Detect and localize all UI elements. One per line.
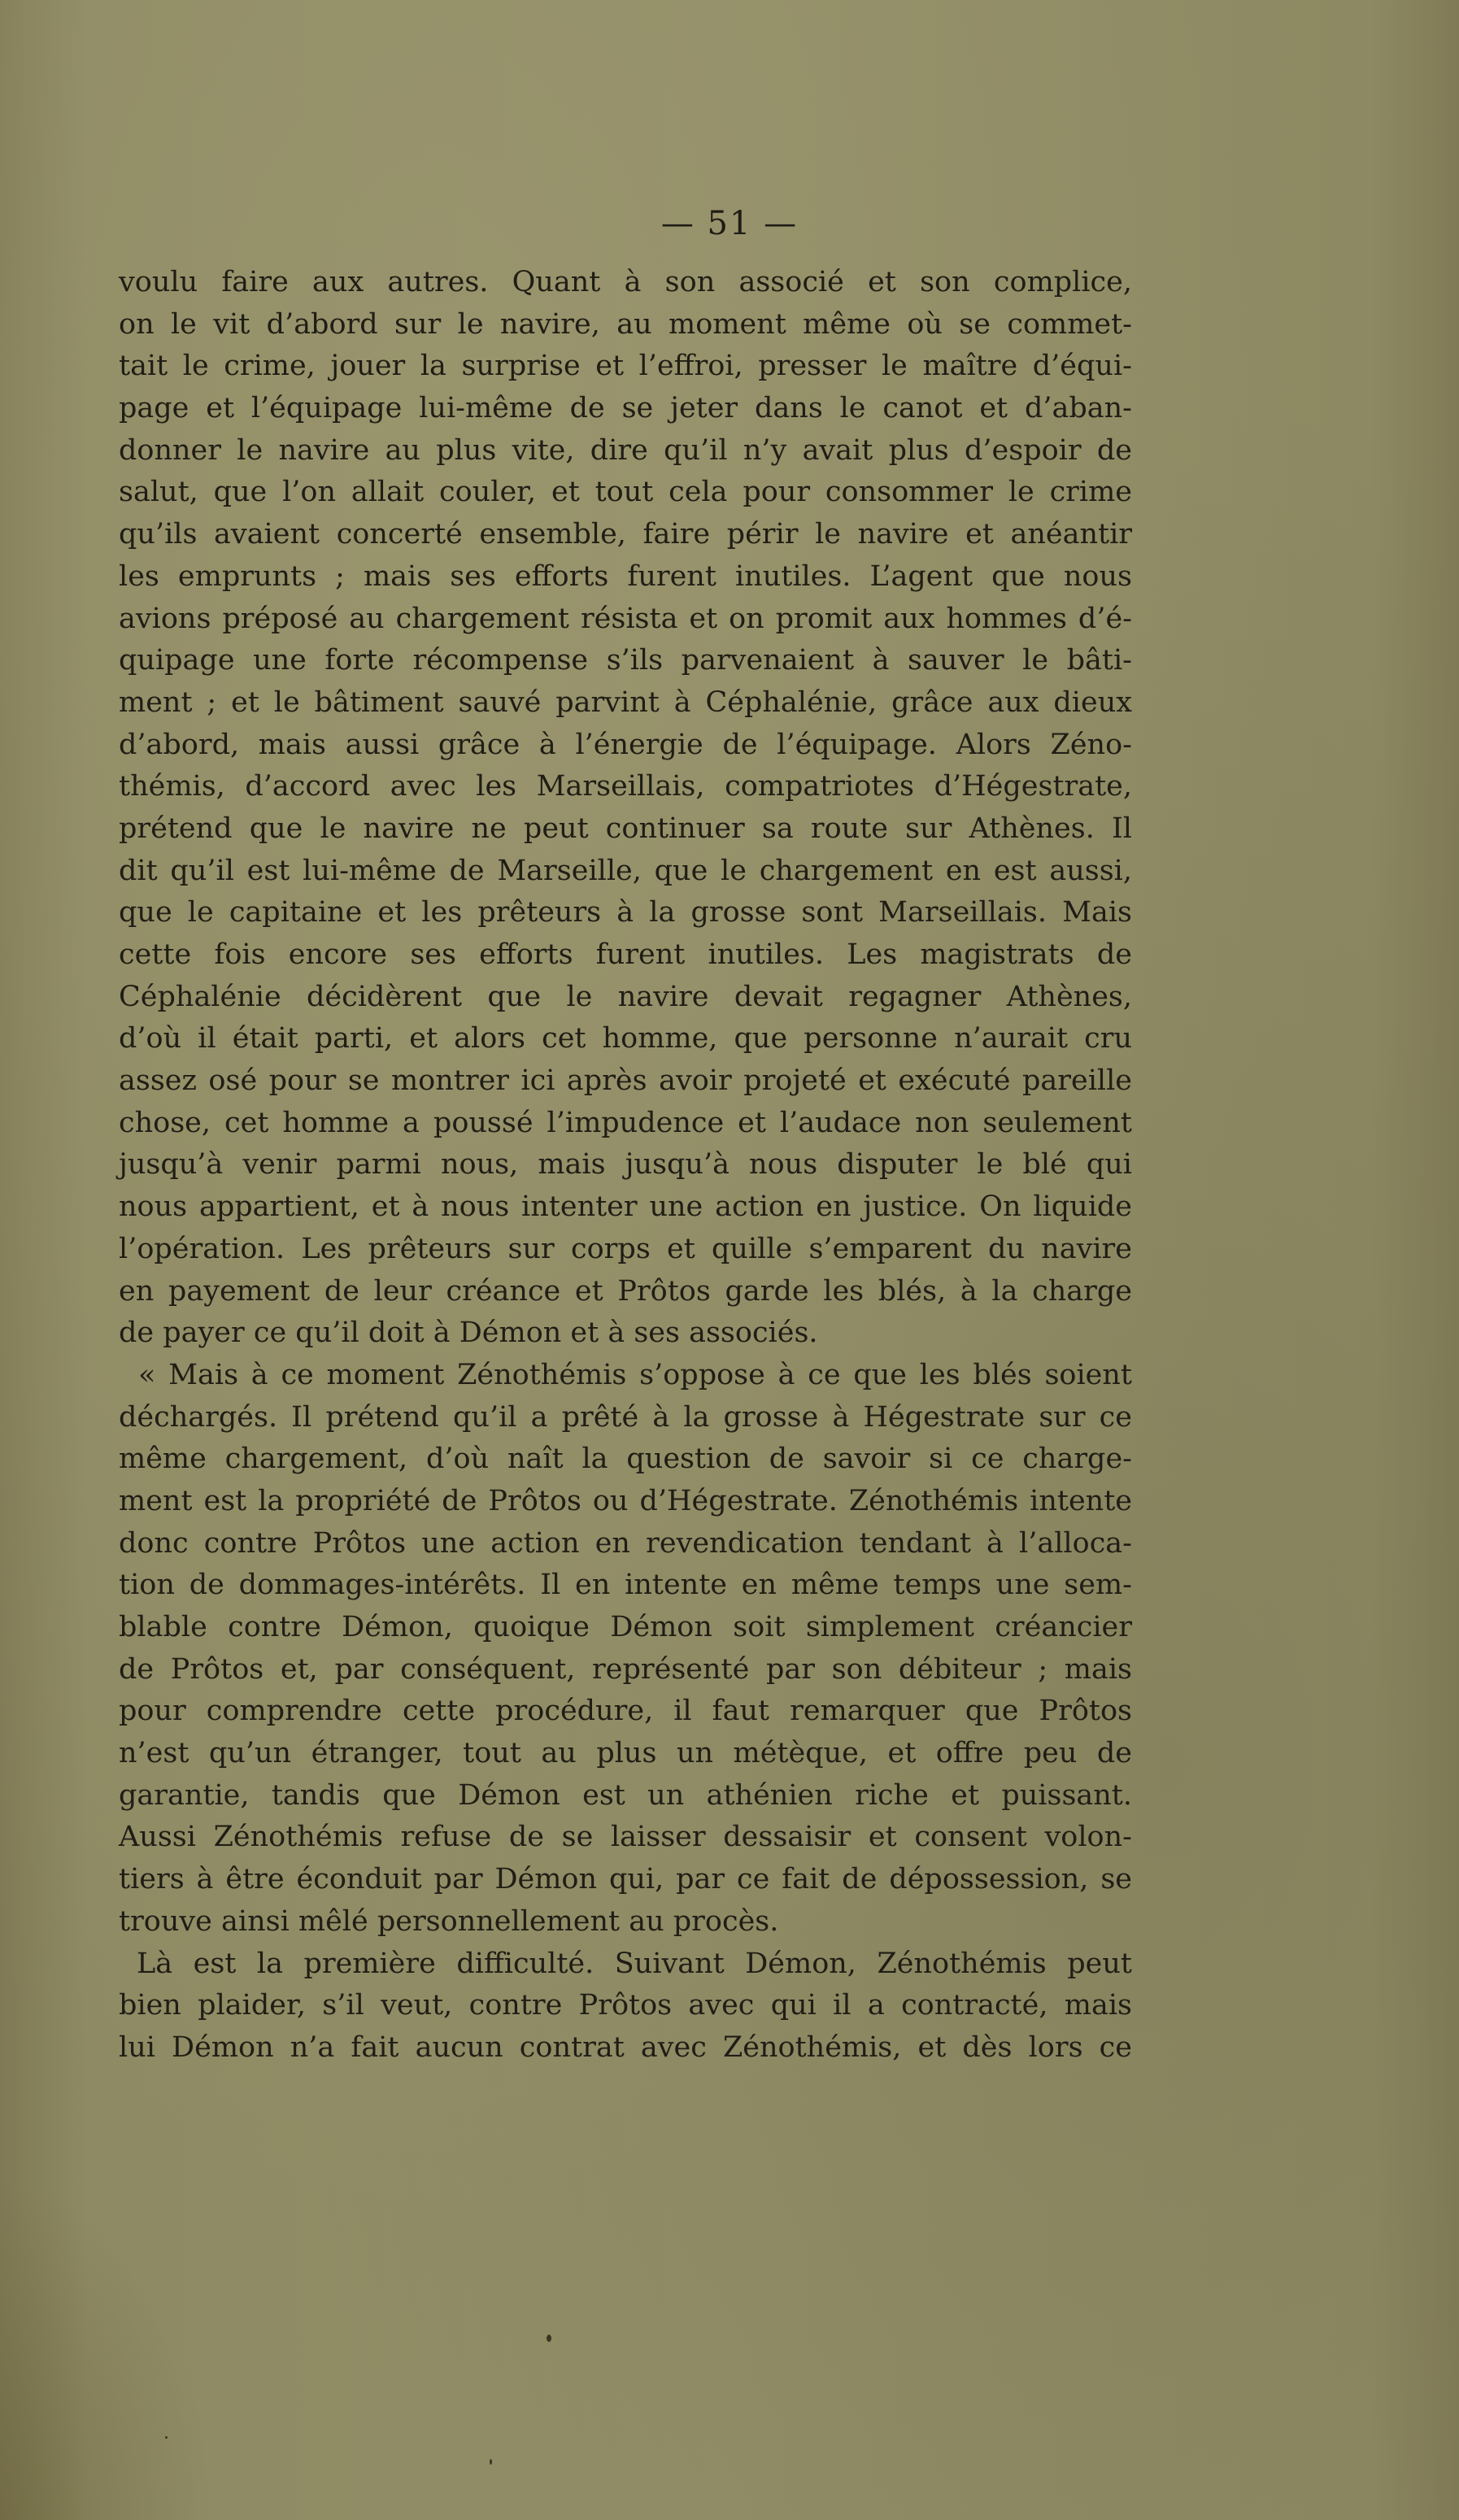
text-line: voulu faire aux autres. Quant à son associé et son complice, [119, 266, 1132, 298]
body-text [119, 262, 1132, 2070]
text-line: Là est la première difficulté. Suivant Démon, Zénothémis peut [137, 1947, 1132, 1980]
text-line: les emprunts ; mais ses efforts furent inutiles. L’agent que nous [119, 559, 1132, 593]
text-line: l’opération. Les prêteurs sur corps et quille s’emparent du navire [119, 1232, 1132, 1265]
text-line: qu’ils avaient concerté ensemble, faire périr le navire et anéantir [119, 518, 1132, 551]
text-line: trouve ainsi mêlé personnellement au procès. [119, 1904, 779, 1938]
text-line: on le vit d’abord sur le navire, au moment même où se commet- [119, 307, 1132, 341]
page-number: — 51 — [660, 205, 799, 242]
paper-speck [165, 2436, 168, 2439]
paragraph [119, 262, 1132, 1355]
text-line: même chargement, d’où naît la question de savoir si ce charge- [119, 1443, 1132, 1476]
paragraph [119, 1355, 1132, 1943]
text-line: jusqu’à venir parmi nous, mais jusqu’à nous disputer le blé qui [119, 1148, 1132, 1182]
text-line: d’abord, mais aussi grâce à l’énergie de l’équipage. Alors Zéno- [119, 728, 1132, 761]
text-line: bien plaider, s’il veut, contre Prôtos avec qui il a contracté, mais [119, 1989, 1132, 2022]
text-line: donner le navire au plus vite, dire qu’il n’y avait plus d’espoir de [119, 433, 1132, 467]
text-line: chose, cet homme a poussé l’impudence et l’audace non seulement [119, 1106, 1132, 1139]
text-line: Céphalénie décidèrent que le navire devait regagner Athènes, [119, 980, 1132, 1013]
text-line: salut, que l’on allait couler, et tout cela pour consommer le crime [119, 476, 1132, 509]
text-line: garantie, tandis que Démon est un athénien riche et puissant. [119, 1778, 1132, 1812]
text-line: ment est la propriété de Prôtos ou d’Hégestrate. Zénothémis intente [119, 1484, 1132, 1517]
text-line: dit qu’il est lui-même de Marseille, que le chargement en est aussi, [119, 854, 1132, 887]
text-line: pour comprendre cette procédure, il faut remarquer que Prôtos [119, 1695, 1132, 1728]
text-line: Aussi Zénothémis refuse de se laisser dessaisir et consent volon- [119, 1821, 1132, 1854]
text-line: nous appartient, et à nous intenter une action en justice. On liquide [119, 1190, 1132, 1224]
text-line: que le capitaine et les prêteurs à la grosse sont Marseillais. Mais [119, 896, 1132, 929]
paper-speck [547, 2335, 551, 2342]
paper-speck [490, 2459, 492, 2465]
text-line: ment ; et le bâtiment sauvé parvint à Céphalénie, grâce aux dieux [119, 685, 1132, 719]
text-line: blable contre Démon, quoique Démon soit simplement créancier [119, 1611, 1132, 1643]
text-line: n’est qu’un étranger, tout au plus un métèque, et offre peu de [119, 1737, 1132, 1770]
text-line: tiers à être éconduit par Démon qui, par ce fait de dépossession, se [119, 1863, 1132, 1896]
text-line: en payement de leur créance et Prôtos garde les blés, à la charge [119, 1274, 1132, 1308]
paragraph [119, 1943, 1132, 2070]
text-line: assez osé pour se montrer ici après avoir projeté et exécuté pareille [119, 1064, 1132, 1098]
text-line: page et l’équipage lui-même de se jeter dans le canot et d’aban- [119, 392, 1132, 425]
text-line: donc contre Prôtos une action en revendication tendant à l’alloca- [119, 1526, 1132, 1560]
text-line: quipage une forte récompense s’ils parvenaient à sauver le bâti- [119, 644, 1132, 677]
text-line: lui Démon n’a fait aucun contrat avec Zénothémis, et dès lors ce [119, 2030, 1132, 2064]
text-line: avions préposé au chargement résista et on promit aux hommes d’é- [119, 602, 1132, 635]
text-line: tait le crime, jouer la surprise et l’effroi, presser le maître d’équi- [119, 350, 1132, 383]
text-line: de Prôtos et, par conséquent, représenté par son débiteur ; mais [119, 1652, 1132, 1686]
text-line: thémis, d’accord avec les Marseillais, compatriotes d’Hégestrate, [119, 770, 1132, 803]
text-line: d’où il était parti, et alors cet homme, que personne n’aurait cru [119, 1022, 1132, 1055]
text-line: déchargés. Il prétend qu’il a prêté à la grosse à Hégestrate sur ce [119, 1400, 1132, 1434]
text-line: de payer ce qu’il doit à Démon et à ses associés. [119, 1317, 818, 1350]
text-line: cette fois encore ses efforts furent inutiles. Les magistrats de [119, 938, 1132, 971]
text-line: prétend que le navire ne peut continuer sa route sur Athènes. Il [119, 812, 1132, 845]
text-line: « Mais à ce moment Zénothémis s’oppose à ce que les blés soient [138, 1358, 1132, 1391]
page-fold-shadow [0, 2178, 211, 2520]
text-line: tion de dommages-intérêts. Il en intente en même temps une sem- [119, 1569, 1132, 1602]
